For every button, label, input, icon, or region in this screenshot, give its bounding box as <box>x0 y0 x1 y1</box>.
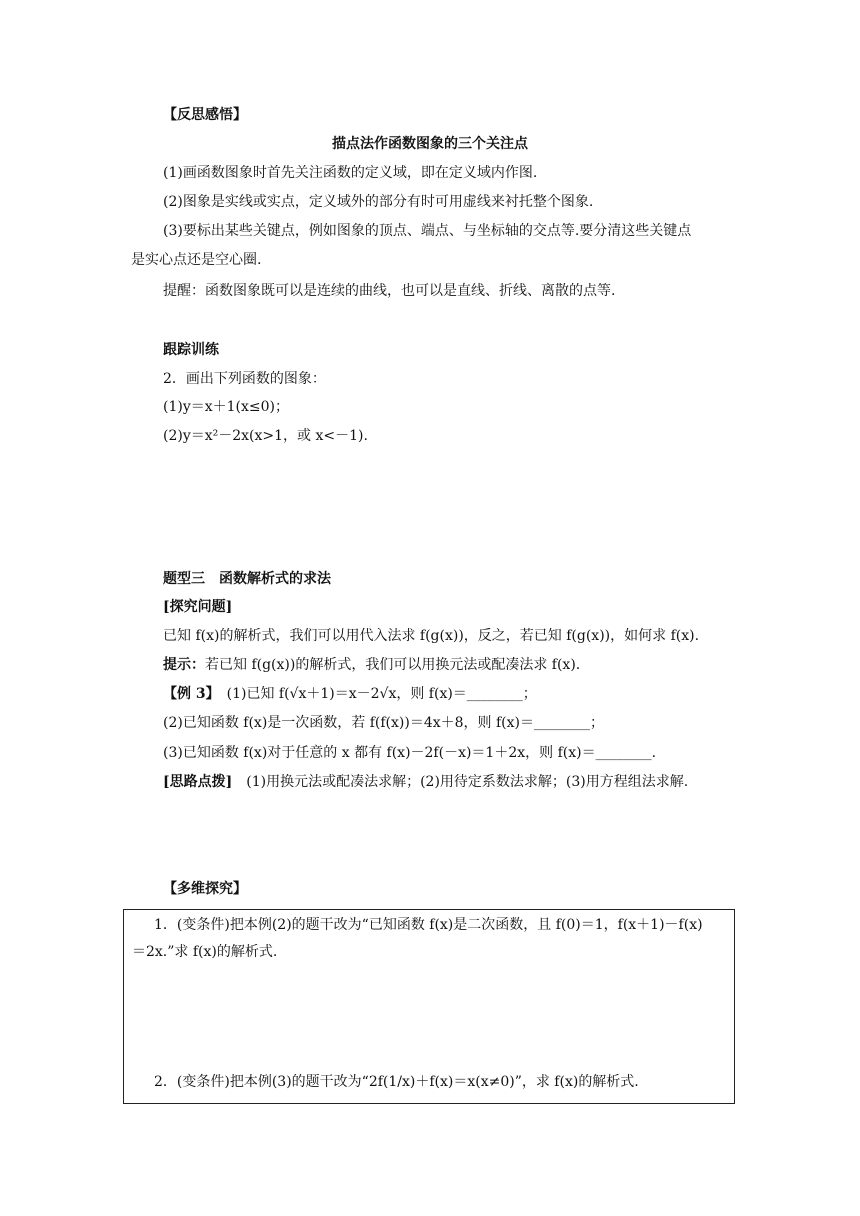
example-2: (2)已知函数 f(x)是一次函数，若 f(f(x))＝4x＋8，则 f(x)＝________； <box>163 715 604 731</box>
exercise-1-line-2: ＝2x.”求 f(x)的解析式. <box>132 944 278 960</box>
practice-line-1: 2．画出下列函数的图象： <box>163 371 326 387</box>
reflection-line-5: 提醒：函数图象既可以是连续的曲线，也可以是直线、折线、离散的点等. <box>163 283 616 299</box>
reflection-heading: 【反思感悟】 <box>163 107 247 123</box>
reflection-line-3: (3)要标出某些关键点，例如图象的顶点、端点、与坐标轴的交点等.要分清这些关键点 <box>163 223 692 239</box>
example-line-1 <box>163 685 537 703</box>
example-label: 【例 3】 <box>163 686 213 702</box>
topic-heading: 题型三 函数解析式的求法 <box>163 571 331 587</box>
example-1: (1)已知 f(√x＋1)＝x－2√x，则 f(x)＝________； <box>226 686 537 702</box>
exercise-1-line-1: 1．(变条件)把本例(2)的题干改为“已知函数 f(x)是二次函数，且 f(0)＝1，f(x＋1)－f(x) <box>154 917 703 933</box>
exercise-2: 2．(变条件)把本例(3)的题干改为“2f(1/x)＋f(x)＝x(x≠0)”，求 f(x)的解析式. <box>154 1074 639 1090</box>
exercise-box <box>123 909 735 1104</box>
reflection-line-4: 是实心点还是空心圈. <box>131 252 262 268</box>
thinking-line <box>163 773 688 791</box>
practice-heading: 跟踪训练 <box>163 342 219 358</box>
multi-explore-heading: 【多维探究】 <box>163 881 247 897</box>
thinking-label: [思路点拨] <box>163 774 233 790</box>
reflection-line-2: (2)图象是实线或实点，定义域外的部分有时可用虚线来衬托整个图象. <box>163 194 594 210</box>
thinking-text: (1)用换元法或配凑法求解；(2)用待定系数法求解；(3)用方程组法求解. <box>246 774 689 790</box>
practice-line-2: (1)y＝x＋1(x≤0)； <box>163 399 289 415</box>
hint-text: 若已知 f(g(x))的解析式，我们可以用换元法或配凑法求 f(x). <box>205 657 581 673</box>
practice-line-3: (2)y＝x²－2x(x>1，或 x<－1). <box>163 428 368 444</box>
hint-line <box>163 656 580 674</box>
reflection-title: 描点法作函数图象的三个关注点 <box>332 136 528 152</box>
explore-subheading: [探究问题] <box>163 599 233 615</box>
hint-label: 提示： <box>163 657 205 673</box>
reflection-line-1: (1)画函数图象时首先关注函数的定义域，即在定义域内作图. <box>163 165 538 181</box>
example-3: (3)已知函数 f(x)对于任意的 x 都有 f(x)－2f(－x)＝1＋2x，则 f(x)＝________. <box>163 745 657 761</box>
explore-question: 已知 f(x)的解析式，我们可以用代入法求 f(g(x))，反之，若已知 f(g(x))，如何求 f(x). <box>163 628 700 644</box>
